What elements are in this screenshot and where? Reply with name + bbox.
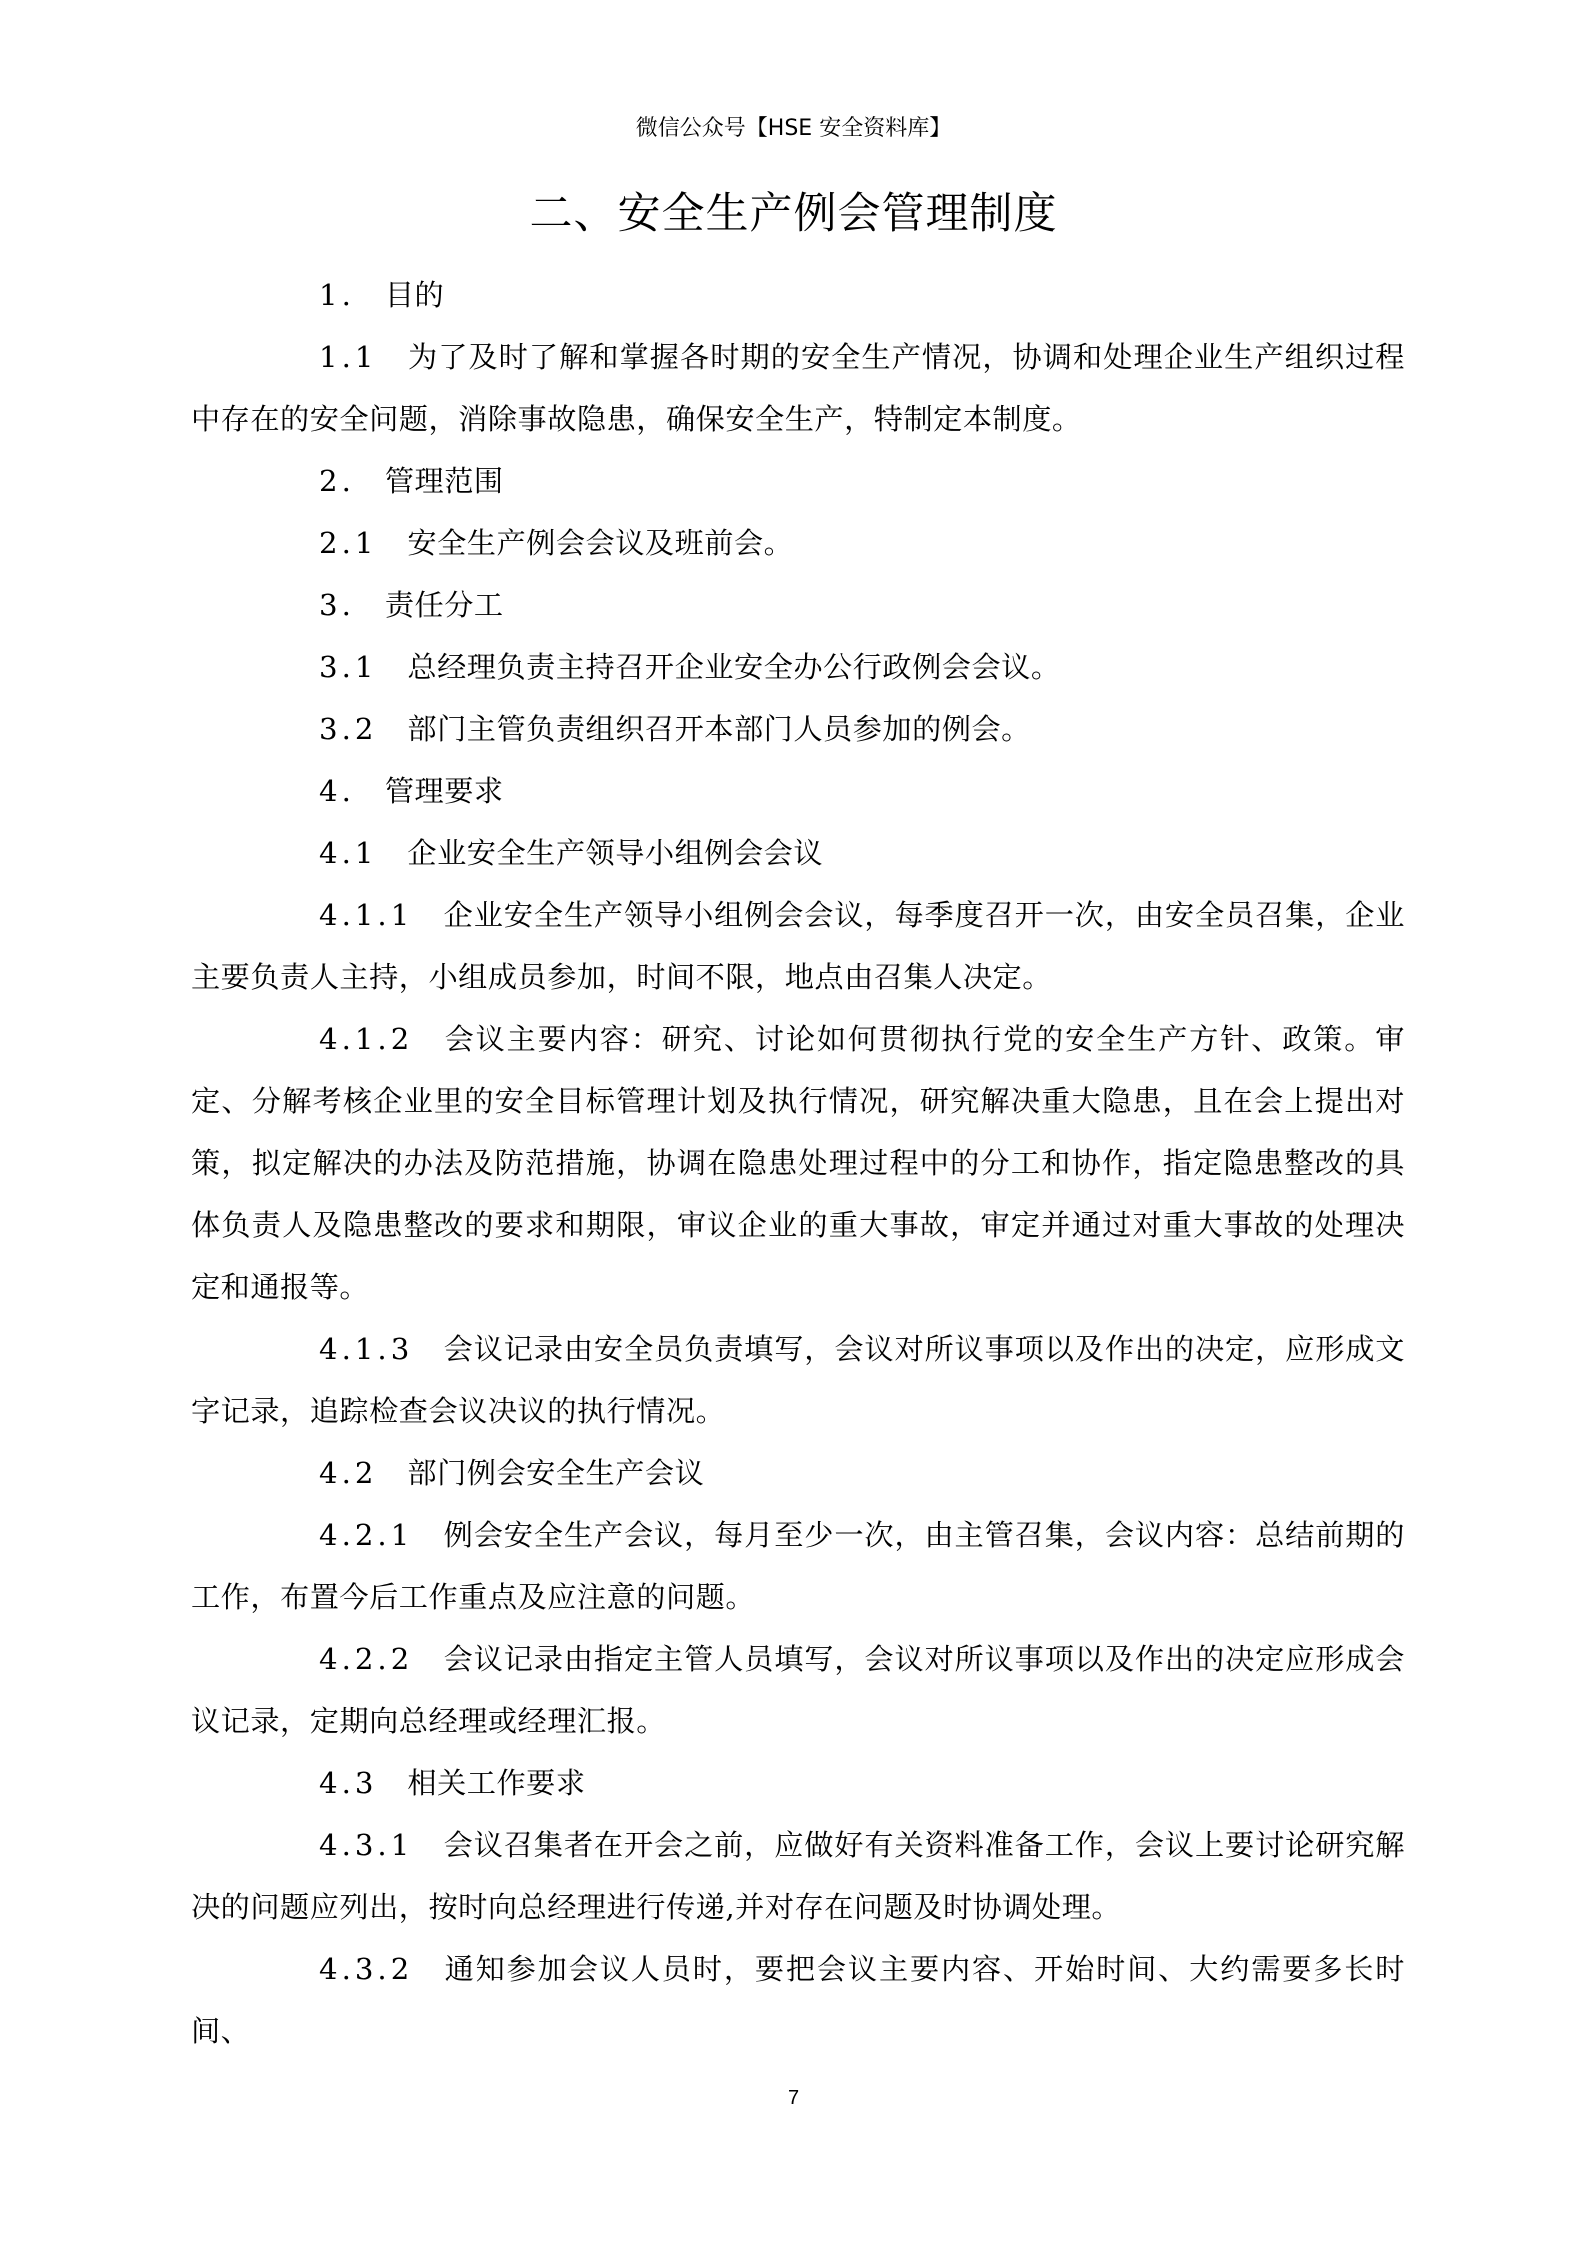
page-header: 微信公众号【HSE 安全资料库】 [635, 116, 952, 141]
clause-text: 安全生产例会会议及班前会。 [407, 526, 794, 560]
clause-text: 管理要求 [384, 774, 504, 808]
clause-paragraph [191, 512, 1405, 574]
clause-paragraph [191, 636, 1405, 698]
clause-paragraph [191, 1628, 1405, 1752]
page-number: 7 [787, 2087, 800, 2109]
clause-number: 4.1.3 [319, 1332, 414, 1366]
clause-text: 责任分工 [384, 588, 504, 622]
subsection-heading [191, 822, 1405, 884]
clause-text: 会议主要内容：研究、讨论如何贯彻执行党的安全生产方针、政策。审定、分解考核企业里的安全目标管理计划及执行情况，研究解决重大隐患，且在会上提出对策，拟定解决的办法及防范措施，协调在隐患处理过程中的分工和协作，指定隐患整改的具体负责人及隐患整改的要求和期限，审议企业的重大事故，审定并通过对重大事故的处理决定和通报等。 [191, 1022, 1405, 1304]
clause-paragraph [191, 1814, 1405, 1938]
clause-paragraph [191, 698, 1405, 760]
clause-number: 2.1 [319, 526, 378, 560]
clause-paragraph [191, 1318, 1405, 1442]
clause-text: 企业安全生产领导小组例会会议 [407, 836, 824, 870]
clause-text: 部门例会安全生产会议 [407, 1456, 705, 1490]
subsection-heading [191, 1442, 1405, 1504]
section-heading [191, 450, 1405, 512]
clause-number: 4.1 [319, 836, 378, 870]
clause-number: 4.1.1 [319, 898, 414, 932]
clause-paragraph [191, 1938, 1405, 2062]
clause-text: 企业安全生产领导小组例会会议，每季度召开一次，由安全员召集，企业主要负责人主持，小组成员参加，时间不限，地点由召集人决定。 [191, 898, 1405, 994]
clause-text: 会议记录由安全员负责填写，会议对所议事项以及作出的决定，应形成文字记录，追踪检查会议决议的执行情况。 [191, 1332, 1405, 1428]
document-title: 二、安全生产例会管理制度 [529, 189, 1058, 239]
clause-text: 会议召集者在开会之前，应做好有关资料准备工作，会议上要讨论研究解决的问题应列出，按时向总经理进行传递,并对存在问题及时协调处理。 [191, 1828, 1405, 1924]
section-heading [191, 264, 1405, 326]
clause-paragraph [191, 1504, 1405, 1628]
clause-text: 相关工作要求 [407, 1766, 586, 1800]
clause-number: 3.2 [319, 712, 378, 746]
clause-number: 4.3.1 [319, 1828, 414, 1862]
clause-number: 4.2.1 [319, 1518, 414, 1552]
clause-number: 1. [319, 278, 355, 312]
clause-text: 例会安全生产会议，每月至少一次，由主管召集，会议内容：总结前期的工作，布置今后工作重点及应注意的问题。 [191, 1518, 1405, 1614]
clause-number: 4.2 [319, 1456, 378, 1490]
section-heading [191, 760, 1405, 822]
clause-number: 4.2.2 [319, 1642, 414, 1676]
clause-paragraph [191, 884, 1405, 1008]
clause-number: 4.1.2 [319, 1022, 414, 1056]
clause-number: 4.3 [319, 1766, 378, 1800]
clause-number: 2. [319, 464, 355, 498]
clause-number: 1.1 [319, 340, 378, 374]
clause-paragraph [191, 1008, 1405, 1318]
clause-text: 目的 [384, 278, 445, 312]
clause-text: 管理范围 [384, 464, 504, 498]
clause-text: 部门主管负责组织召开本部门人员参加的例会。 [407, 712, 1031, 746]
clause-number: 4.3.2 [319, 1952, 414, 1986]
clause-text: 会议记录由指定主管人员填写，会议对所议事项以及作出的决定应形成会议记录，定期向总经理或经理汇报。 [191, 1642, 1405, 1738]
section-heading [191, 574, 1405, 636]
clause-text: 总经理负责主持召开企业安全办公行政例会会议。 [407, 650, 1061, 684]
clause-paragraph [191, 326, 1405, 450]
clause-number: 4. [319, 774, 355, 808]
clause-text: 通知参加会议人员时，要把会议主要内容、开始时间、大约需要多长时间、 [191, 1952, 1405, 2048]
clause-number: 3. [319, 588, 355, 622]
document-body [191, 264, 1405, 2062]
subsection-heading [191, 1752, 1405, 1814]
clause-number: 3.1 [319, 650, 378, 684]
clause-text: 为了及时了解和掌握各时期的安全生产情况，协调和处理企业生产组织过程中存在的安全问题，消除事故隐患，确保安全生产，特制定本制度。 [191, 340, 1405, 436]
